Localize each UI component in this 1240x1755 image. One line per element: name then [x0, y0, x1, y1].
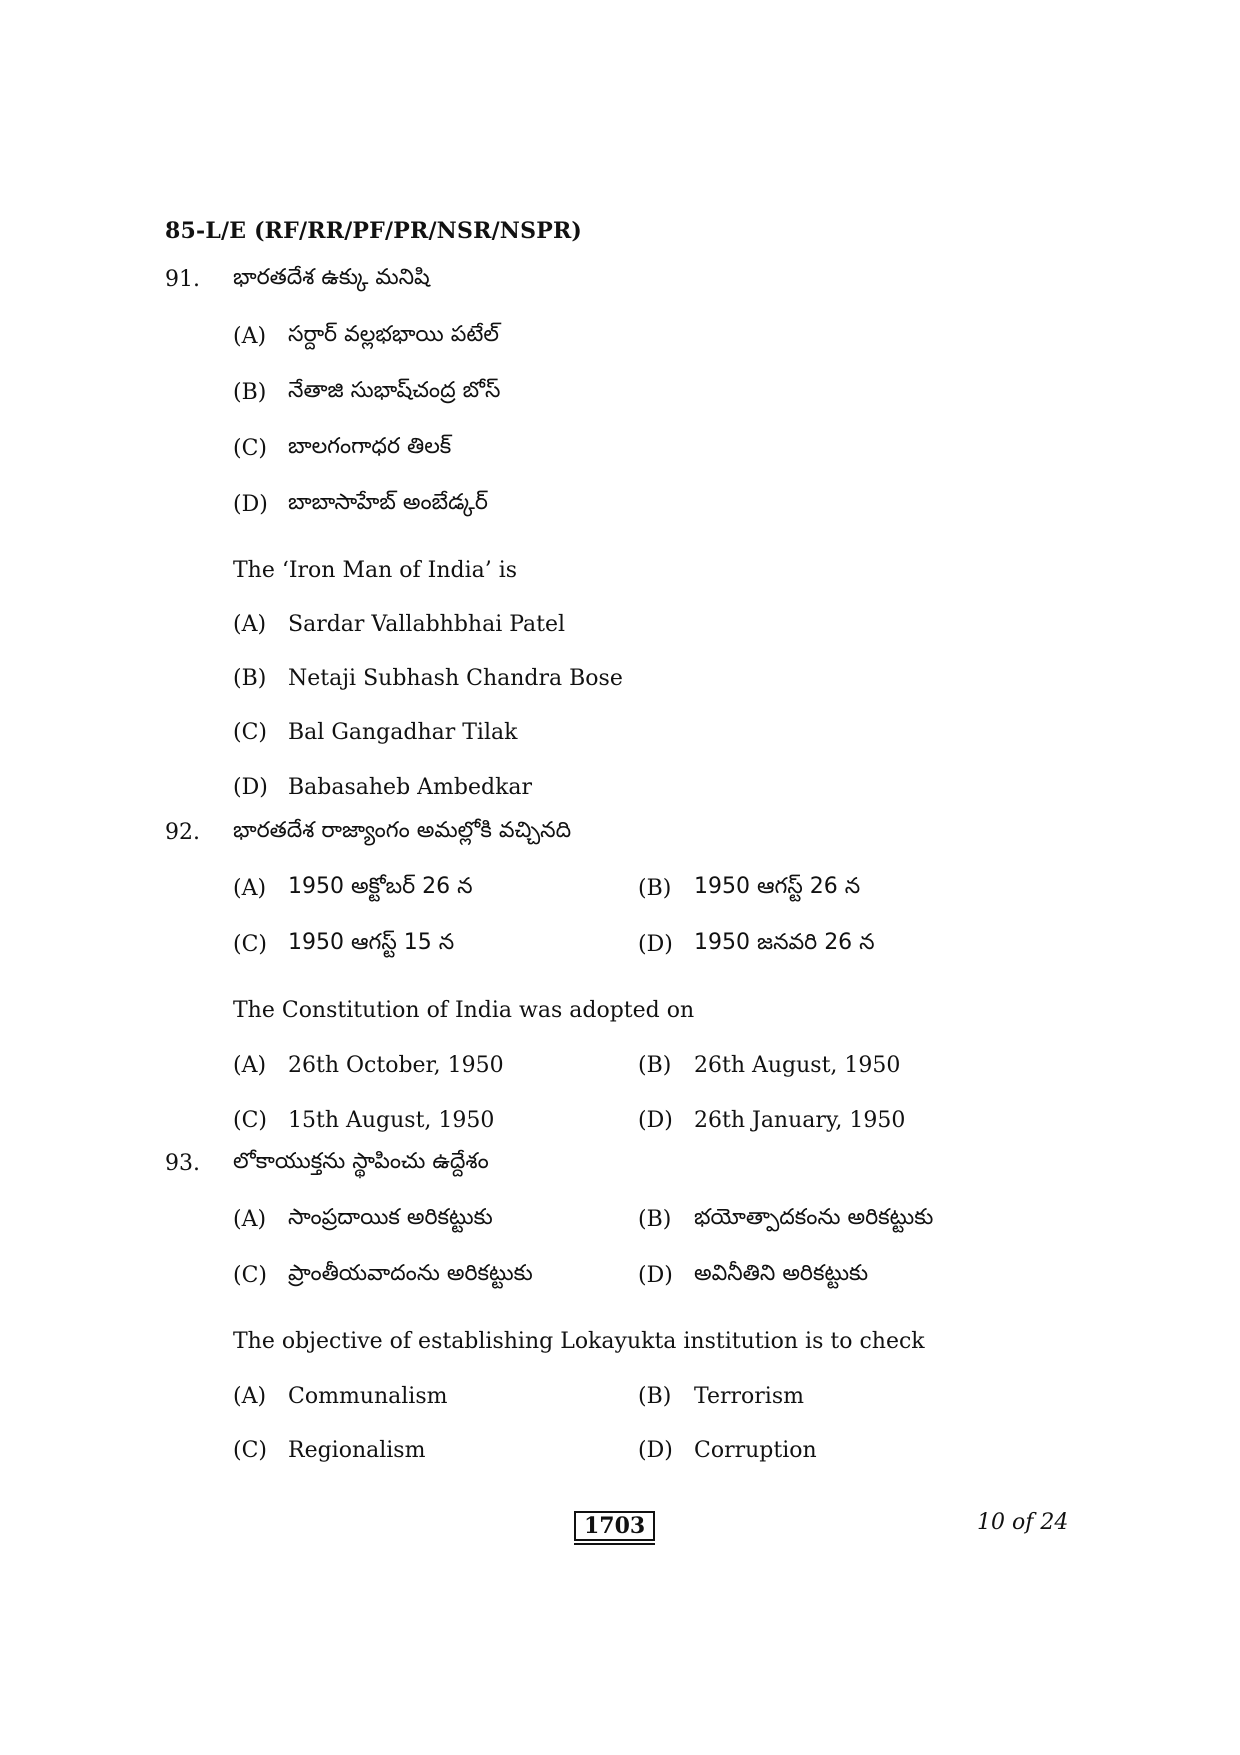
q92-en-option-b-label[interactable]: (B)	[638, 1053, 672, 1078]
booklet-code: 1703	[574, 1511, 655, 1541]
page-header-code: 85-L/E (RF/RR/PF/PR/NSR/NSPR)	[165, 218, 583, 244]
q91-en-option-d[interactable]: Babasaheb Ambedkar	[288, 775, 533, 800]
q93-en-option-c[interactable]: Regionalism	[288, 1438, 426, 1463]
question-91-telugu: భారతదేశ ఉక్కు మనిషి	[233, 265, 430, 290]
q92-en-option-a-label[interactable]: (A)	[233, 1053, 267, 1078]
q91-te-option-a-label[interactable]: (A)	[233, 324, 267, 349]
q93-te-option-c[interactable]: ప్రాంతీయవాదంను అరికట్టుకు	[288, 1261, 533, 1286]
q91-te-option-c-label[interactable]: (C)	[233, 436, 267, 461]
q91-en-option-a[interactable]: Sardar Vallabhbhai Patel	[288, 612, 566, 637]
q92-te-option-a-label[interactable]: (A)	[233, 876, 267, 901]
question-93-english: The objective of establishing Lokayukta institution is to check	[233, 1329, 925, 1354]
q91-en-option-c-label[interactable]: (C)	[233, 720, 267, 745]
q92-en-option-d-label[interactable]: (D)	[638, 1108, 673, 1133]
question-91-english: The ‘Iron Man of India’ is	[233, 558, 518, 583]
q92-te-option-b[interactable]: 1950 ఆగస్ట్ 26 న	[694, 874, 861, 899]
q91-en-option-c[interactable]: Bal Gangadhar Tilak	[288, 720, 518, 745]
q91-te-option-d-label[interactable]: (D)	[233, 492, 268, 517]
q91-en-option-d-label[interactable]: (D)	[233, 775, 268, 800]
question-91-number: 91.	[165, 267, 200, 292]
q93-te-option-a[interactable]: సాంప్రదాయిక అరికట్టుకు	[288, 1205, 493, 1230]
question-92-english: The Constitution of India was adopted on	[233, 998, 695, 1023]
page-number: 10 of 24	[977, 1510, 1069, 1535]
q92-te-option-b-label[interactable]: (B)	[638, 876, 672, 901]
q93-te-option-b-label[interactable]: (B)	[638, 1207, 672, 1232]
q92-te-option-d-label[interactable]: (D)	[638, 932, 673, 957]
q93-te-option-d[interactable]: అవినీతిని అరికట్టుకు	[694, 1261, 869, 1286]
question-92-number: 92.	[165, 820, 200, 845]
q92-en-option-c[interactable]: 15th August, 1950	[288, 1108, 495, 1133]
q93-en-option-b-label[interactable]: (B)	[638, 1384, 672, 1409]
q92-te-option-c[interactable]: 1950 ఆగస్ట్ 15 న	[288, 930, 455, 955]
q93-en-option-a-label[interactable]: (A)	[233, 1384, 267, 1409]
q92-en-option-c-label[interactable]: (C)	[233, 1108, 267, 1133]
q92-en-option-b[interactable]: 26th August, 1950	[694, 1053, 901, 1078]
q93-en-option-a[interactable]: Communalism	[288, 1384, 448, 1409]
q93-en-option-b[interactable]: Terrorism	[694, 1384, 804, 1409]
q91-en-option-a-label[interactable]: (A)	[233, 612, 267, 637]
question-92-telugu: భారతదేశ రాజ్యాంగం అమల్లోకి వచ్చినది	[233, 818, 572, 843]
q91-te-option-c[interactable]: బాలగంగాధర తిలక్	[288, 434, 452, 459]
q91-te-option-a[interactable]: సర్దార్ వల్లభభాయి పటేల్	[288, 322, 499, 347]
q93-te-option-b[interactable]: భయోత్పాదకంను అరికట్టుకు	[694, 1205, 934, 1230]
q91-en-option-b-label[interactable]: (B)	[233, 666, 267, 691]
q92-te-option-c-label[interactable]: (C)	[233, 932, 267, 957]
question-93-telugu: లోకాయుక్తను స్థాపించు ఉద్దేశం	[233, 1149, 489, 1174]
q92-en-option-a[interactable]: 26th October, 1950	[288, 1053, 504, 1078]
q92-te-option-a[interactable]: 1950 అక్టోబర్ 26 న	[288, 874, 473, 899]
q93-en-option-d-label[interactable]: (D)	[638, 1438, 673, 1463]
question-93-number: 93.	[165, 1151, 200, 1176]
q93-en-option-d[interactable]: Corruption	[694, 1438, 817, 1463]
q93-te-option-c-label[interactable]: (C)	[233, 1263, 267, 1288]
q92-en-option-d[interactable]: 26th January, 1950	[694, 1108, 906, 1133]
q93-en-option-c-label[interactable]: (C)	[233, 1438, 267, 1463]
q91-en-option-b[interactable]: Netaji Subhash Chandra Bose	[288, 666, 623, 691]
q91-te-option-d[interactable]: బాబాసాహేబ్ అంబేడ్కర్	[288, 490, 488, 515]
q91-te-option-b[interactable]: నేతాజి సుభాష్‌చంద్ర బోస్	[288, 378, 501, 403]
q93-te-option-a-label[interactable]: (A)	[233, 1207, 267, 1232]
q91-te-option-b-label[interactable]: (B)	[233, 380, 267, 405]
q92-te-option-d[interactable]: 1950 జనవరి 26 న	[694, 930, 875, 955]
q93-te-option-d-label[interactable]: (D)	[638, 1263, 673, 1288]
